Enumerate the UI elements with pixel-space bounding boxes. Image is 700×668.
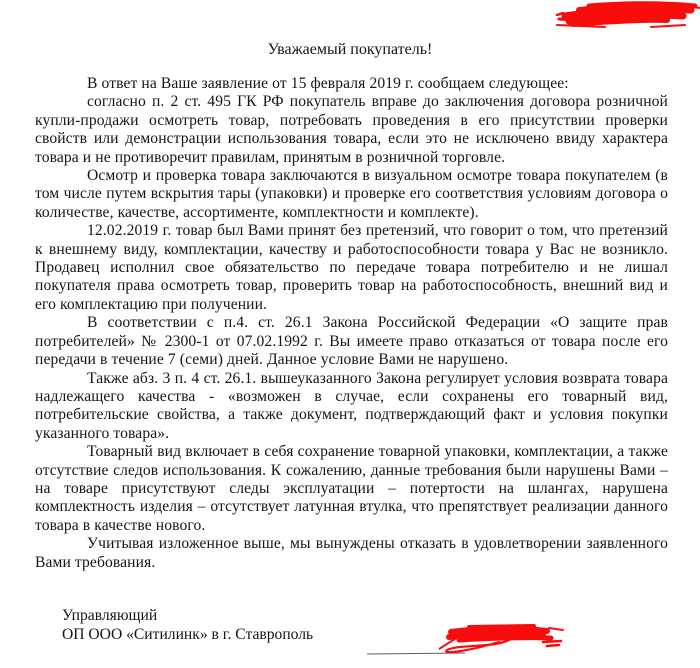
redaction-scribble-top-icon bbox=[555, 1, 700, 31]
paragraph-refusal: Учитывая изложенное выше, мы вынуждены отказать в удовлетворении заявленного Вами требования. bbox=[35, 535, 668, 571]
paragraph-return-conditions: Также абз. 3 п. 4 ст. 26.1. вышеуказанного Закона регулирует условия возврата товара надлежащего качества - «возможен в случае, если сохранены его товарный вид, потребительские свойства, а также документ, подтверждающий факт и условия покупки указанного товара». bbox=[35, 369, 668, 442]
signature-line bbox=[367, 640, 465, 654]
paragraph-law-26-1: В соответствии с п.4. ст. 26.1 Закона Российской Федерации «О защите прав потребителей» № 2300-1 от 07.02.1992 г. Вы имеете право отказаться от товара после его передачи в течение 7 (семи) дней. Данное условие Вами не нарушено. bbox=[35, 314, 668, 369]
paragraph-acceptance: 12.02.2019 г. товар был Вами принят без претензий, что говорит о том, что претензий к внешнему виду, комплектации, качеству и работоспособности товара у Вас не возникло. Продавец исполнил свое обязательство по передаче товара потребителю и не лишал покупателя права осмотреть товар, проверить товар на работоспособность, внешний вид и его комплектацию при получении. bbox=[35, 222, 668, 313]
paragraph-law-495: согласно п. 2 ст. 495 ГК РФ покупатель вправе до заключения договора розничной купли-продажи осмотреть товар, потребовать проведения в его присутствии проверки свойств или демонстрации использования товара, если это не исключено ввиду характера товара и не противоречит правилам, принятым в розничной торговле. bbox=[35, 93, 668, 166]
letter-body bbox=[35, 75, 668, 572]
paragraph-violations: Товарный вид включает в себя сохранение товарной упаковки, комплектации, а также отсутствие следов использования. К сожалению, данные требования были нарушены Вами – на товаре присутствуют следы эксплуатации – потертости на шлангах, нарушена комплектность изделия – отсутствует латунная втулка, что препятствует реализации данного товара в качестве нового. bbox=[35, 443, 668, 534]
signer-title: Управляющий bbox=[62, 607, 158, 624]
paragraph-inspection: Осмотр и проверка товара заключаются в визуальном осмотре товара покупателем (в том числе путем вскрытия тары (упаковки) и проверке его соответствия условиям договора о количестве, качестве, ассортименте, комплектности и комплекте). bbox=[35, 167, 668, 221]
signature-block bbox=[62, 607, 313, 644]
salutation: Уважаемый покупатель! bbox=[267, 41, 433, 58]
signer-organization: ОП ООО «Ситилинк» в г. Ставрополь bbox=[62, 625, 314, 643]
paragraph-intro: В ответ на Ваше заявление от 15 февраля 2019 г. сообщаем следующее: bbox=[87, 75, 569, 92]
